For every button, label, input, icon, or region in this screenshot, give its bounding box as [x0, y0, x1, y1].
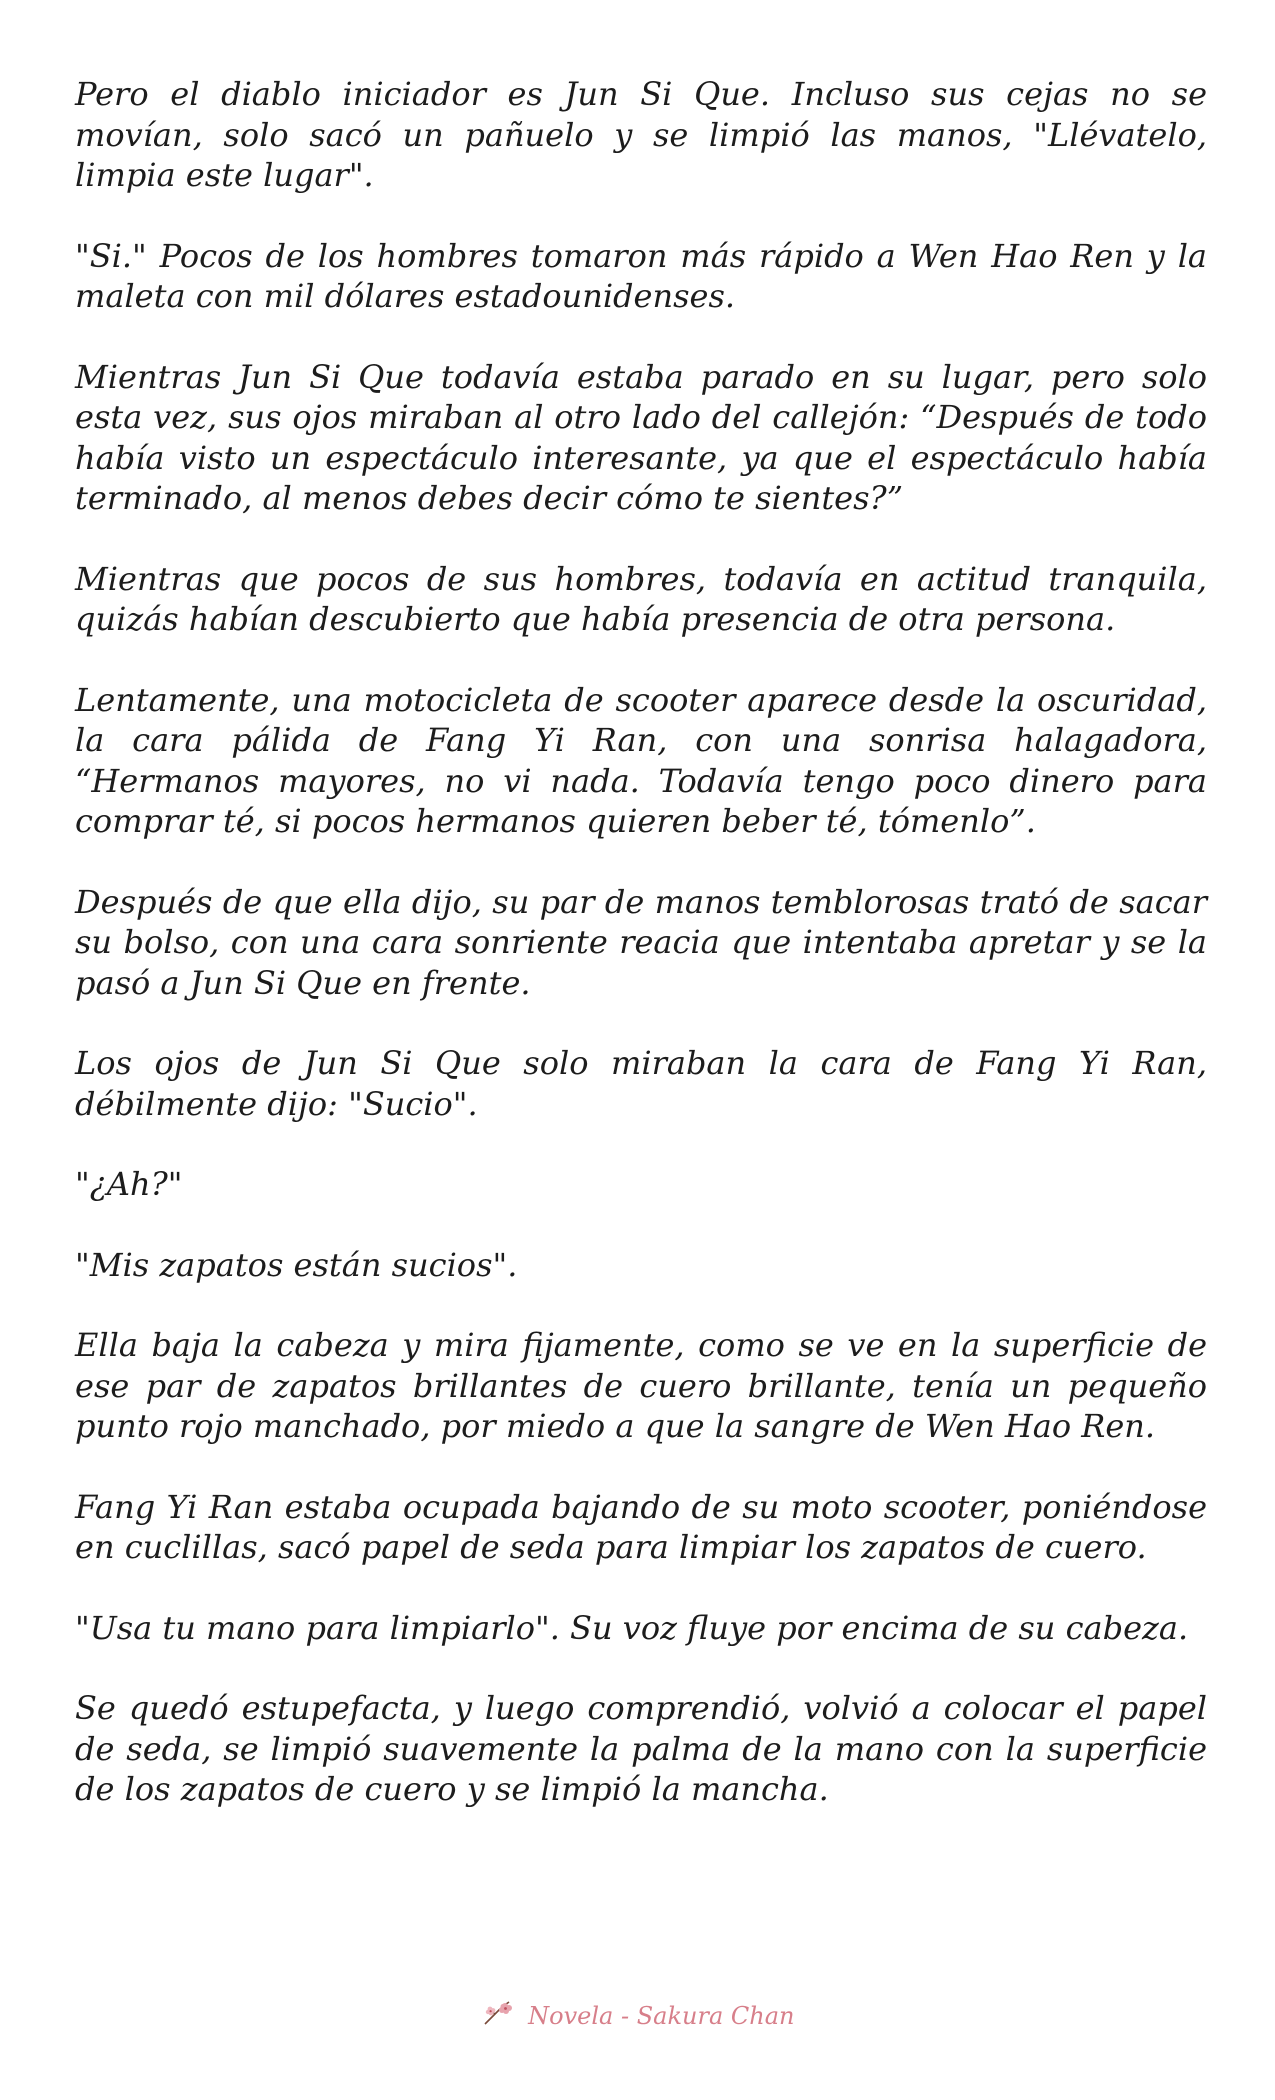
paragraph: Pero el diablo iniciador es Jun Si Que. Incluso sus cejas no se movían, solo sacó un pañuelo y se limpió las manos, "Llévatelo, limpia este lugar".: [75, 75, 1207, 194]
document-body: [75, 74, 1207, 1850]
paragraph: Después de que ella dijo, su par de manos temblorosas trató de sacar su bolso, con una cara sonriente reacia que intentaba apretar y se la pasó a Jun Si Que en frente.: [75, 882, 1207, 1002]
paragraph: Mientras que pocos de sus hombres, todavía en actitud tranquila, quizás habían descubierto que había presencia de otra persona.: [75, 559, 1207, 638]
paragraph: Mientras Jun Si Que todavía estaba parado en su lugar, pero solo esta vez, sus ojos miraban al otro lado del callejón: “Después de todo había visto un espectáculo interesante, ya que el espectáculo había terminado, al menos debes decir cómo te sientes?”: [75, 357, 1207, 517]
paragraph: Lentamente, una motocicleta de scooter aparece desde la oscuridad, la cara pálida de Fang Yi Ran, con una sonrisa halagadora, “Hermanos mayores, no vi nada. Todavía tengo poco dinero para comprar té, si pocos hermanos quieren beber té, tómenlo”.: [75, 680, 1207, 840]
footer-watermark: [0, 1998, 1275, 2034]
paragraph: "Usa tu mano para limpiarlo". Su voz fluye por encima de su cabeza.: [75, 1608, 1189, 1647]
paragraph: "Mis zapatos están sucios".: [75, 1245, 518, 1284]
paragraph: Los ojos de Jun Si Que solo miraban la cara de Fang Yi Ran, débilmente dijo: "Sucio".: [75, 1044, 1207, 1123]
paragraph: Ella baja la cabeza y mira fijamente, como se ve en la superficie de ese par de zapatos brillantes de cuero brillante, tenía un pequeño punto rojo manchado, por miedo a que la sangre de Wen Hao Ren.: [75, 1326, 1207, 1445]
paragraph: "¿Ah?": [75, 1165, 183, 1203]
sakura-flower-icon: [481, 1998, 515, 2034]
paragraph: "Si." Pocos de los hombres tomaron más rápido a Wen Hao Ren y la maleta con mil dólares estadounidenses.: [75, 236, 1207, 315]
footer-credit-text: Novela - Sakura Chan: [528, 2002, 795, 2030]
paragraph: Se quedó estupefacta, y luego comprendió, volvió a colocar el papel de seda, se limpió suavemente la palma de la mano con la superficie de los zapatos de cuero y se limpió la mancha.: [75, 1689, 1207, 1808]
paragraph: Fang Yi Ran estaba ocupada bajando de su moto scooter, poniéndose en cuclillas, sacó papel de seda para limpiar los zapatos de cuero.: [75, 1487, 1207, 1566]
